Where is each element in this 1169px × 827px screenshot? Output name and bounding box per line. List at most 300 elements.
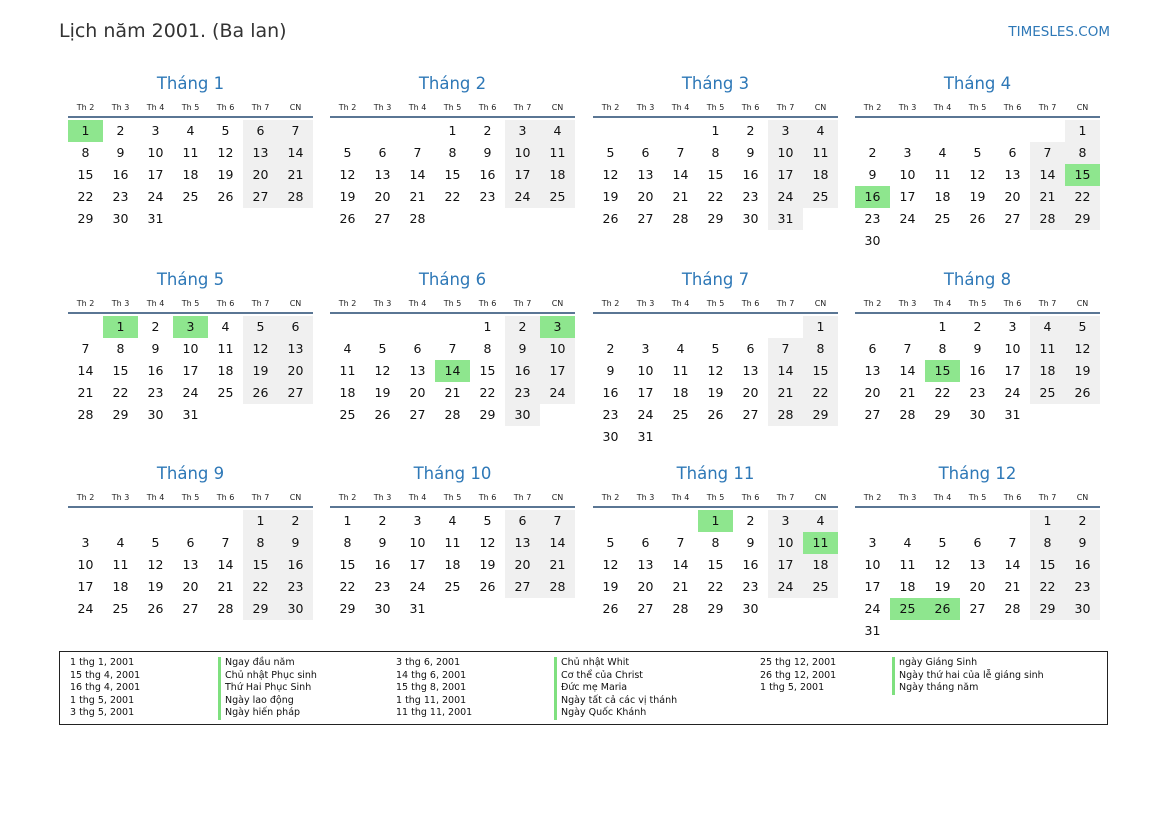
day-cell: 27 (409, 407, 426, 422)
day-cell: 16 (278, 554, 313, 576)
day-cell: 23 (374, 579, 391, 594)
weekday-header (330, 295, 575, 312)
day-cell: 28 (672, 601, 689, 616)
weekday-label: Th 3 (898, 493, 917, 502)
weekday-label: Th 6 (478, 103, 497, 112)
day-cell: 4 (803, 510, 838, 532)
empty-cell (855, 120, 890, 142)
month-block (330, 463, 575, 620)
page-title: Lịch năm 2001. (Ba lan) (59, 20, 287, 42)
holiday-day-cell: 14 (435, 360, 470, 382)
day-cell: 11 (540, 142, 575, 164)
day-cell: 26 (969, 211, 986, 226)
week-row (330, 576, 575, 598)
day-cell: 11 (112, 557, 129, 572)
day-cell: 19 (374, 385, 391, 400)
day-cell: 13 (243, 142, 278, 164)
day-cell: 17 (147, 167, 164, 182)
day-cell: 25 (934, 211, 951, 226)
day-cell: 29 (803, 404, 838, 426)
day-cell: 7 (448, 341, 457, 356)
day-cell: 18 (672, 385, 689, 400)
day-cell: 20 (864, 385, 881, 400)
legend-date: 15 thg 8, 2001 (396, 682, 467, 694)
day-cell: 2 (378, 513, 387, 528)
day-cell: 18 (112, 579, 129, 594)
day-cell: 28 (409, 211, 426, 226)
day-cell: 26 (243, 382, 278, 404)
day-cell: 17 (864, 579, 881, 594)
weekday-label: Th 6 (741, 299, 760, 308)
day-cell: 9 (278, 532, 313, 554)
month-name: Tháng 1 (156, 74, 225, 93)
day-cell: 24 (77, 601, 94, 616)
day-cell: 9 (973, 341, 982, 356)
day-cell: 8 (243, 532, 278, 554)
legend-names-column (554, 657, 677, 720)
day-cell: 31 (147, 211, 164, 226)
day-cell: 8 (1065, 142, 1100, 164)
weekday-label: Th 7 (776, 299, 795, 308)
weekday-label: Th 4 (146, 103, 165, 112)
empty-cell (138, 510, 173, 532)
day-cell: 20 (637, 579, 654, 594)
day-cell: 15 (339, 557, 356, 572)
legend-holiday-name: Ngay đầu năm (218, 657, 317, 670)
weekday-label: CN (289, 103, 302, 112)
holiday-day-cell: 15 (1065, 164, 1100, 186)
day-cell: 24 (768, 576, 803, 598)
day-cell: 4 (186, 123, 195, 138)
header-rule (330, 116, 575, 118)
week-row (855, 510, 1100, 532)
day-cell: 6 (278, 316, 313, 338)
day-cell: 7 (540, 510, 575, 532)
weekday-label: Th 3 (898, 299, 917, 308)
day-cell: 15 (479, 363, 496, 378)
day-cell: 11 (339, 363, 356, 378)
weekday-label: Th 5 (443, 103, 462, 112)
month-name: Tháng 2 (418, 74, 487, 93)
day-cell: 15 (707, 167, 724, 182)
day-cell: 4 (938, 145, 947, 160)
day-cell: 22 (1030, 576, 1065, 598)
day-cell: 27 (742, 407, 759, 422)
weekday-label: CN (289, 493, 302, 502)
day-cell: 27 (374, 211, 391, 226)
day-cell: 12 (339, 167, 356, 182)
day-cell: 20 (505, 554, 540, 576)
empty-cell (435, 316, 470, 338)
day-cell: 20 (278, 360, 313, 382)
week-row (593, 208, 838, 230)
day-cell: 14 (278, 142, 313, 164)
empty-cell (400, 316, 435, 338)
day-cell: 31 (182, 407, 199, 422)
week-row (855, 142, 1100, 164)
month-name: Tháng 10 (413, 464, 492, 483)
week-row (68, 120, 313, 142)
day-cell: 6 (243, 120, 278, 142)
legend-date: 16 thg 4, 2001 (70, 682, 141, 694)
day-cell: 10 (768, 142, 803, 164)
day-cell: 16 (969, 363, 986, 378)
weekday-label: Th 6 (478, 299, 497, 308)
week-row (330, 142, 575, 164)
day-cell: 5 (151, 535, 160, 550)
day-cell: 27 (969, 601, 986, 616)
day-cell: 22 (803, 382, 838, 404)
day-cell: 8 (81, 145, 90, 160)
day-cell: 21 (409, 189, 426, 204)
day-cell: 7 (676, 535, 685, 550)
week-row (330, 510, 575, 532)
day-cell: 24 (505, 186, 540, 208)
day-cell: 3 (1008, 319, 1017, 334)
week-row (330, 186, 575, 208)
weekday-label: Th 3 (373, 299, 392, 308)
day-cell: 27 (1004, 211, 1021, 226)
week-row (330, 382, 575, 404)
week-row (593, 142, 838, 164)
day-cell: 21 (217, 579, 234, 594)
weekday-label: Th 5 (706, 103, 725, 112)
day-cell: 7 (768, 338, 803, 360)
day-cell: 4 (676, 341, 685, 356)
day-cell: 4 (1030, 316, 1065, 338)
weekday-label: Th 2 (863, 103, 882, 112)
day-cell: 29 (112, 407, 129, 422)
day-cell: 26 (602, 211, 619, 226)
weekday-label: Th 5 (443, 493, 462, 502)
day-cell: 27 (864, 407, 881, 422)
day-cell: 30 (1065, 598, 1100, 620)
day-cell: 13 (409, 363, 426, 378)
week-row (855, 404, 1100, 426)
header-rule (855, 116, 1100, 118)
weekday-label: CN (1076, 299, 1089, 308)
weekday-label: Th 5 (181, 493, 200, 502)
weekday-label: Th 4 (933, 493, 952, 502)
weekday-header (330, 99, 575, 116)
week-row (330, 554, 575, 576)
day-cell: 26 (602, 601, 619, 616)
day-cell: 16 (112, 167, 129, 182)
day-cell: 29 (77, 211, 94, 226)
weekday-label: Th 6 (216, 493, 235, 502)
legend-holiday-name: Chủ nhật Whit (554, 657, 677, 670)
day-cell: 9 (1065, 532, 1100, 554)
day-cell: 21 (1004, 579, 1021, 594)
day-cell: 1 (938, 319, 947, 334)
day-cell: 30 (374, 601, 391, 616)
day-cell: 11 (217, 341, 234, 356)
day-cell: 12 (147, 557, 164, 572)
day-cell: 13 (182, 557, 199, 572)
holiday-day-cell: 16 (855, 186, 890, 208)
weekday-label: Th 7 (776, 493, 795, 502)
day-cell: 7 (221, 535, 230, 550)
day-cell: 26 (1065, 382, 1100, 404)
day-cell: 7 (903, 341, 912, 356)
day-cell: 5 (1065, 316, 1100, 338)
day-cell: 12 (217, 145, 234, 160)
day-cell: 20 (374, 189, 391, 204)
day-cell: 25 (182, 189, 199, 204)
month-name: Tháng 8 (943, 270, 1012, 289)
weekday-label: CN (1076, 493, 1089, 502)
week-row (855, 186, 1100, 208)
weekday-label: Th 4 (408, 493, 427, 502)
day-cell: 28 (1004, 601, 1021, 616)
week-row (855, 576, 1100, 598)
day-cell: 14 (1030, 164, 1065, 186)
day-cell: 15 (243, 554, 278, 576)
month-name: Tháng 4 (943, 74, 1012, 93)
day-cell: 4 (221, 319, 230, 334)
day-cell: 16 (742, 557, 759, 572)
day-cell: 23 (969, 385, 986, 400)
week-row (68, 598, 313, 620)
day-cell: 19 (707, 385, 724, 400)
weekday-label: Th 6 (216, 103, 235, 112)
header-rule (68, 506, 313, 508)
weekday-label: Th 3 (636, 299, 655, 308)
month-block (68, 73, 313, 230)
week-row (330, 532, 575, 554)
day-cell: 4 (448, 513, 457, 528)
day-cell: 2 (1065, 510, 1100, 532)
day-cell: 31 (768, 208, 803, 230)
day-cell: 27 (243, 186, 278, 208)
day-cell: 17 (409, 557, 426, 572)
day-cell: 17 (1004, 363, 1021, 378)
day-cell: 20 (409, 385, 426, 400)
weekday-label: Th 2 (601, 493, 620, 502)
day-cell: 6 (413, 341, 422, 356)
day-cell: 10 (147, 145, 164, 160)
day-cell: 19 (934, 579, 951, 594)
week-row (855, 208, 1100, 230)
weekday-header (330, 489, 575, 506)
day-cell: 19 (1065, 360, 1100, 382)
weekday-label: Th 5 (968, 103, 987, 112)
day-cell: 17 (77, 579, 94, 594)
day-cell: 25 (1030, 382, 1065, 404)
day-cell: 28 (444, 407, 461, 422)
week-row (593, 576, 838, 598)
day-cell: 4 (903, 535, 912, 550)
day-cell: 3 (768, 510, 803, 532)
legend-holiday-name: Ngày thứ hai của lễ giáng sinh (892, 670, 1044, 683)
header-rule (68, 312, 313, 314)
day-cell: 21 (540, 554, 575, 576)
day-cell: 18 (339, 385, 356, 400)
day-cell: 10 (77, 557, 94, 572)
day-cell: 21 (672, 189, 689, 204)
week-row (593, 360, 838, 382)
day-cell: 18 (803, 164, 838, 186)
day-cell: 25 (540, 186, 575, 208)
day-cell: 29 (479, 407, 496, 422)
day-cell: 6 (641, 145, 650, 160)
empty-cell (593, 316, 628, 338)
week-row (68, 164, 313, 186)
site-link[interactable]: TIMESLES.COM (1008, 24, 1110, 40)
day-cell: 12 (479, 535, 496, 550)
day-cell: 12 (969, 167, 986, 182)
day-cell: 23 (479, 189, 496, 204)
day-cell: 30 (969, 407, 986, 422)
empty-cell (208, 510, 243, 532)
empty-cell (593, 510, 628, 532)
month-block (593, 463, 838, 620)
legend-date: 3 thg 5, 2001 (70, 707, 135, 719)
legend-date: 1 thg 5, 2001 (70, 694, 135, 706)
legend-date: 26 thg 12, 2001 (760, 669, 837, 681)
weekday-label: Th 2 (76, 103, 95, 112)
empty-cell (330, 316, 365, 338)
day-cell: 30 (602, 429, 619, 444)
day-cell: 24 (899, 211, 916, 226)
week-row (68, 382, 313, 404)
day-cell: 4 (116, 535, 125, 550)
week-row (593, 164, 838, 186)
legend-date: 14 thg 6, 2001 (396, 669, 467, 681)
week-row (68, 360, 313, 382)
day-cell: 28 (278, 186, 313, 208)
day-cell: 1 (1030, 510, 1065, 532)
day-cell: 10 (864, 557, 881, 572)
week-row (330, 120, 575, 142)
day-cell: 18 (899, 579, 916, 594)
week-row (330, 208, 575, 230)
day-cell: 13 (969, 557, 986, 572)
week-row (855, 620, 1100, 642)
day-cell: 26 (479, 579, 496, 594)
weekday-label: Th 5 (706, 299, 725, 308)
day-cell: 10 (505, 142, 540, 164)
legend-date: 15 thg 4, 2001 (70, 669, 141, 681)
day-cell: 5 (938, 535, 947, 550)
day-cell: 6 (1008, 145, 1017, 160)
legend-date: 11 thg 11, 2001 (396, 707, 473, 719)
day-cell: 11 (1030, 338, 1065, 360)
weekday-label: Th 6 (1003, 493, 1022, 502)
day-cell: 25 (803, 186, 838, 208)
day-cell: 21 (672, 579, 689, 594)
day-cell: 8 (938, 341, 947, 356)
day-cell: 12 (602, 167, 619, 182)
legend-holiday-name: Cơ thể của Christ (554, 670, 677, 683)
day-cell: 2 (746, 513, 755, 528)
day-cell: 29 (1030, 598, 1065, 620)
day-cell: 27 (278, 382, 313, 404)
weekday-label: Th 6 (741, 493, 760, 502)
day-cell: 5 (973, 145, 982, 160)
day-cell: 5 (221, 123, 230, 138)
month-block (855, 73, 1100, 252)
legend-holiday-name: Ngày hiến pháp (218, 707, 317, 720)
day-cell: 10 (409, 535, 426, 550)
empty-cell (628, 316, 663, 338)
holiday-day-cell: 3 (173, 316, 208, 338)
day-cell: 30 (112, 211, 129, 226)
day-cell: 17 (637, 385, 654, 400)
day-cell: 16 (602, 385, 619, 400)
day-cell: 26 (339, 211, 356, 226)
day-cell: 23 (1065, 576, 1100, 598)
day-cell: 8 (711, 145, 720, 160)
month-name: Tháng 5 (156, 270, 225, 289)
day-cell: 4 (540, 120, 575, 142)
week-row (68, 316, 313, 338)
legend-holiday-name: Thứ Hai Phục Sinh (218, 682, 317, 695)
legend-date: 1 thg 5, 2001 (760, 682, 825, 694)
empty-cell (960, 510, 995, 532)
week-row (68, 338, 313, 360)
day-cell: 21 (768, 382, 803, 404)
day-cell: 1 (483, 319, 492, 334)
header-rule (855, 506, 1100, 508)
day-cell: 15 (803, 360, 838, 382)
legend-holiday-name: Ngày tất cả các vị thánh (554, 695, 677, 708)
day-cell: 2 (483, 123, 492, 138)
legend-dates-column (396, 657, 472, 720)
weekday-label: Th 2 (338, 103, 357, 112)
day-cell: 12 (602, 557, 619, 572)
day-cell: 4 (343, 341, 352, 356)
day-cell: 13 (637, 167, 654, 182)
day-cell: 12 (707, 363, 724, 378)
legend-date: 1 thg 1, 2001 (70, 657, 135, 668)
month-block (330, 269, 575, 426)
weekday-header (68, 489, 313, 506)
day-cell: 20 (182, 579, 199, 594)
day-cell: 3 (505, 120, 540, 142)
week-row (855, 120, 1100, 142)
month-block (68, 463, 313, 620)
weekday-label: Th 3 (111, 103, 130, 112)
day-cell: 23 (505, 382, 540, 404)
day-cell: 14 (672, 167, 689, 182)
day-cell: 3 (768, 120, 803, 142)
day-cell: 13 (374, 167, 391, 182)
week-row (593, 510, 838, 532)
day-cell: 6 (973, 535, 982, 550)
day-cell: 6 (186, 535, 195, 550)
day-cell: 2 (116, 123, 125, 138)
day-cell: 24 (637, 407, 654, 422)
day-cell: 23 (602, 407, 619, 422)
day-cell: 28 (768, 404, 803, 426)
day-cell: 23 (112, 189, 129, 204)
day-cell: 28 (672, 211, 689, 226)
day-cell: 3 (903, 145, 912, 160)
day-cell: 11 (934, 167, 951, 182)
day-cell: 29 (934, 407, 951, 422)
day-cell: 13 (864, 363, 881, 378)
weekday-label: Th 5 (968, 299, 987, 308)
month-block (855, 463, 1100, 642)
day-cell: 17 (540, 360, 575, 382)
weekday-label: Th 6 (478, 493, 497, 502)
day-cell: 18 (934, 189, 951, 204)
month-name: Tháng 3 (681, 74, 750, 93)
weekday-label: Th 3 (636, 493, 655, 502)
weekday-label: Th 6 (741, 103, 760, 112)
day-cell: 18 (217, 363, 234, 378)
